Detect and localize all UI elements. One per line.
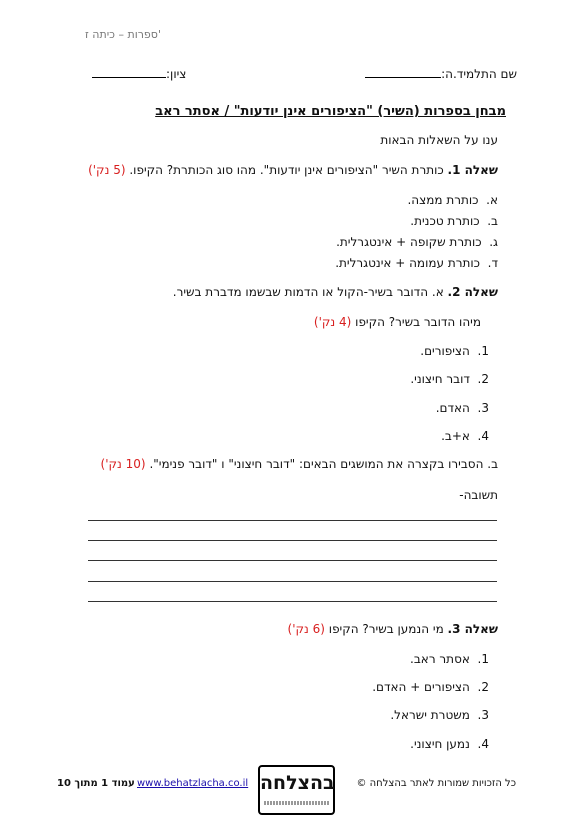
question-3-label: שאלה 3. [447,622,498,636]
question-2-text: א. הדובר בשיר-הקול או הדמות שבשמו מדברת בשיר. [172,285,444,299]
question-2b [101,457,498,471]
option-text: משטרת ישראל. [390,708,470,722]
option-marker: 3. [477,401,489,415]
q1-option-a[interactable] [407,193,498,207]
question-2-label: שאלה 2. [447,285,498,299]
q3-option-1[interactable] [410,652,489,666]
of-label: מתוך [74,778,98,789]
instructions: ענו על השאלות הבאות [380,133,498,147]
copyright-notice: כל הזכויות שמורות לאתר בהצלחה © [356,778,516,789]
q3-option-2[interactable] [372,680,489,694]
q2-option-3[interactable] [436,401,489,415]
option-marker: 2. [477,372,489,386]
option-marker: 1. [477,344,489,358]
website-link[interactable]: www.behatzlacha.co.il [137,778,249,789]
option-text: כותרת טכנית. [410,214,480,228]
option-marker: ג. [489,235,498,249]
answer-line-2[interactable] [88,540,497,541]
page-number: 1 [101,778,109,789]
option-marker: 2. [477,680,489,694]
question-1 [88,163,498,177]
website-link-wrap [137,778,248,789]
page-counter [57,778,135,789]
question-1-label: שאלה 1. [447,163,498,177]
option-text: כותרת ממצה. [407,193,479,207]
q3-option-3[interactable] [390,708,489,722]
q2-option-4[interactable] [441,429,489,443]
option-marker: ב. [487,214,498,228]
option-text: כותרת שקופה + אינטגרלית. [336,235,482,249]
course-label: ספרות – כיתה ז' [85,28,161,41]
question-2b-text: ב. הסבירו בקצרה את המושגים הבאים: "דובר חיצוני" ו "דובר פנימי". [149,457,498,471]
option-marker: 3. [477,708,489,722]
answer-label: תשובה- [459,488,498,502]
option-text: האדם. [435,401,470,415]
q3-option-4[interactable] [410,737,489,751]
question-2a-points: (4 נק') [313,315,352,329]
option-marker: א. [486,193,498,207]
logo-tagline-decoration [264,801,329,805]
option-marker: ד. [487,256,498,270]
question-1-points: (5 נק') [88,163,126,177]
student-name-label: שם התלמיד.ה: [441,67,517,81]
option-text: א+ב. [441,429,470,443]
behatzlacha-logo [258,765,335,815]
page-label: עמוד [111,778,135,789]
q1-option-b[interactable] [410,214,498,228]
question-2a-text: מיהו הדובר בשיר? הקיפו [355,315,481,329]
grade-blank[interactable] [92,66,166,78]
grade-field [92,66,186,81]
answer-line-3[interactable] [88,560,497,561]
option-marker: 4. [477,737,489,751]
q1-option-c[interactable] [336,235,498,249]
option-text: הציפורים + האדם. [372,680,470,694]
option-marker: 1. [477,652,489,666]
question-2 [173,285,498,299]
option-text: אסתר ראב. [410,652,470,666]
exam-title: מבחן בספרות (השיר) "הציפורים אינן יודעות" / אסתר ראב [155,104,506,119]
question-2b-points: (10 נק') [100,457,146,471]
question-2a [314,315,481,329]
question-3 [288,622,498,636]
student-name-blank[interactable] [365,66,441,78]
answer-line-1[interactable] [88,520,497,521]
q2-option-1[interactable] [420,344,489,358]
q1-option-d[interactable] [335,256,498,270]
student-name-field [365,66,517,81]
option-text: הציפורים. [420,344,470,358]
option-text: דובר חיצוני. [410,372,470,386]
question-1-text: כותרת השיר "הציפורים אינן יודעות". מהו סוג הכותרת? הקיפו. [129,163,444,177]
option-text: כותרת עמומה + אינטגרלית. [335,256,480,270]
grade-label: ציון: [166,67,187,81]
total-pages: 10 [57,778,71,789]
answer-line-5[interactable] [88,601,497,602]
question-3-points: (6 נק') [287,622,325,636]
question-3-text: מי הנמען בשיר? הקיפו [328,622,444,636]
logo-text: בהצלחה [260,772,335,794]
q2-option-2[interactable] [410,372,489,386]
option-text: נמען חיצוני. [410,737,470,751]
answer-line-4[interactable] [88,581,497,582]
option-marker: 4. [477,429,489,443]
